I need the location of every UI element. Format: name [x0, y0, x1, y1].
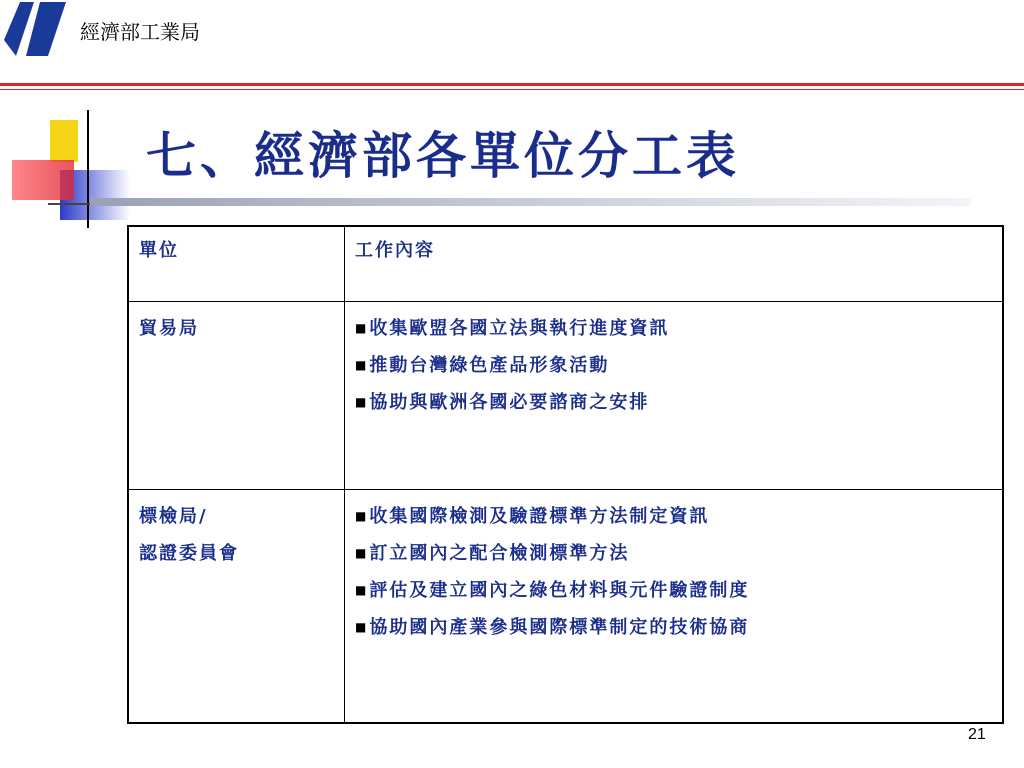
ministry-logo-icon — [0, 0, 74, 60]
task-item: ■協助與歐洲各國必要諮商之安排 — [355, 391, 650, 413]
title-underline — [90, 198, 970, 206]
header-unit — [128, 226, 345, 301]
bullet-square-icon: ■ — [355, 358, 369, 372]
header-tasks — [345, 226, 1004, 301]
page-number: 21 — [968, 726, 986, 743]
task-item: ■推動台灣綠色產品形象活動 — [355, 354, 610, 376]
header-divider-thin — [0, 89, 1024, 90]
header-unit-label: 單位 — [139, 240, 179, 261]
table-row — [128, 301, 1003, 489]
bullet-square-icon: ■ — [355, 546, 369, 560]
tasks-cell — [345, 301, 1004, 489]
bullet-square-icon: ■ — [355, 583, 369, 597]
bullet-square-icon: ■ — [355, 620, 369, 634]
task-item: ■訂立國內之配合檢測標準方法 — [355, 542, 630, 564]
bullet-square-icon: ■ — [355, 321, 369, 335]
bullet-square-icon: ■ — [355, 509, 369, 523]
task-item: ■評估及建立國內之綠色材料與元件驗證制度 — [355, 579, 750, 601]
task-item: ■收集國際檢測及驗證標準方法制定資訊 — [355, 505, 710, 527]
header-divider — [0, 83, 1024, 86]
unit-label: 標檢局/ — [139, 505, 208, 527]
table-header-row — [128, 226, 1003, 301]
unit-label: 貿易局 — [139, 317, 199, 339]
unit-label: 認證委員會 — [139, 542, 239, 564]
page-title: 七、經濟部各單位分工表 — [146, 126, 740, 185]
org-name: 經濟部工業局 — [80, 20, 200, 44]
header-tasks-label: 工作內容 — [355, 240, 435, 261]
tasks-cell — [345, 489, 1004, 723]
unit-cell — [128, 301, 345, 489]
table-row — [128, 489, 1003, 723]
task-item: ■協助國內產業參與國際標準制定的技術協商 — [355, 616, 750, 638]
unit-cell — [128, 489, 345, 723]
bullet-square-icon: ■ — [355, 395, 369, 409]
task-item: ■收集歐盟各國立法與執行進度資訊 — [355, 317, 670, 339]
division-table — [127, 225, 1004, 724]
